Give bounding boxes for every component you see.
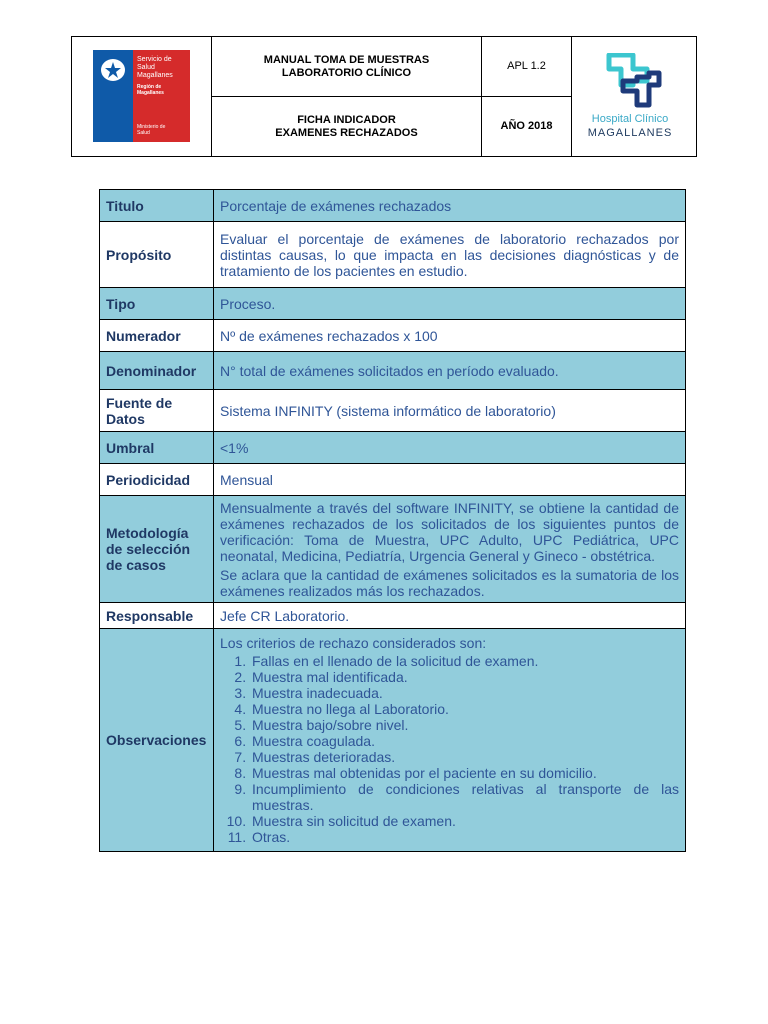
sheet-title xyxy=(212,97,481,156)
logo-text-line: Servicio de xyxy=(137,56,172,63)
row-label: Observaciones xyxy=(100,629,214,852)
table-row xyxy=(100,629,686,852)
hospital-name-line1: Hospital Clínico xyxy=(591,113,669,125)
sheet-title-line1: FICHA INDICADOR xyxy=(297,113,396,126)
row-label: Titulo xyxy=(100,190,214,222)
table-row xyxy=(100,390,686,432)
row-label: Propósito xyxy=(100,222,214,288)
row-label: Tipo xyxy=(100,288,214,320)
table-row xyxy=(100,432,686,464)
table-row xyxy=(100,190,686,222)
servicio-salud-logo xyxy=(93,50,190,142)
row-value: Evaluar el porcentaje de exámenes de laboratorio rechazados por distintas causas, lo que impacta en las decisiones diagnósticas y de tratamiento de los pacientes en estudio. xyxy=(214,222,686,288)
row-label: Numerador xyxy=(100,320,214,352)
methodology-paragraph-2: Se aclara que la cantidad de exámenes solicitados es la sumatoria de los exámenes realizados más los rechazados. xyxy=(220,566,679,599)
row-label: Periodicidad xyxy=(100,464,214,496)
row-label: Metodología de selección de casos xyxy=(100,496,214,603)
list-item: 2. Muestra mal identificada. xyxy=(250,669,679,685)
manual-title xyxy=(212,37,481,96)
list-item: 10. Muestra sin solicitud de examen. xyxy=(250,813,679,829)
row-value xyxy=(214,629,686,852)
ministry-line: Ministerio de xyxy=(137,124,166,130)
table-row xyxy=(100,464,686,496)
list-item: 7. Muestras deterioradas. xyxy=(250,749,679,765)
list-item: 6. Muestra coagulada. xyxy=(250,733,679,749)
list-item: 8. Muestras mal obtenidas por el paciente en su domicilio. xyxy=(250,765,679,781)
list-item: 1. Fallas en el llenado de la solicitud de examen. xyxy=(250,653,679,669)
ministry-line: Salud xyxy=(137,130,150,136)
row-value xyxy=(214,496,686,603)
row-value: <1% xyxy=(214,432,686,464)
table-row xyxy=(100,222,686,288)
document-code: APL 1.2 xyxy=(507,60,546,72)
sheet-title-line2: EXAMENES RECHAZADOS xyxy=(275,126,418,139)
row-value: Mensual xyxy=(214,464,686,496)
table-row xyxy=(100,320,686,352)
table-row xyxy=(100,496,686,603)
row-value: N° total de exámenes solicitados en período evaluado. xyxy=(214,352,686,390)
row-label: Fuente de Datos xyxy=(100,390,214,432)
list-item: 3. Muestra inadecuada. xyxy=(250,685,679,701)
criteria-list xyxy=(220,653,679,845)
row-label: Responsable xyxy=(100,603,214,629)
indicator-table xyxy=(99,189,686,852)
row-label: Denominador xyxy=(100,352,214,390)
row-value: Jefe CR Laboratorio. xyxy=(214,603,686,629)
document-header xyxy=(71,36,697,157)
criteria-intro: Los criterios de rechazo considerados son: xyxy=(220,635,487,651)
logo-sub-line: Región de xyxy=(137,84,162,90)
row-value: Sistema INFINITY (sistema informático de laboratorio) xyxy=(214,390,686,432)
logo-text-line: Salud xyxy=(137,64,155,71)
list-item: 4. Muestra no llega al Laboratorio. xyxy=(250,701,679,717)
hospital-name-line2: MAGALLANES xyxy=(587,127,673,139)
row-value: Proceso. xyxy=(214,288,686,320)
list-item: 5. Muestra bajo/sobre nivel. xyxy=(250,717,679,733)
hospital-logo xyxy=(575,51,695,143)
row-label: Umbral xyxy=(100,432,214,464)
hospital-cross-icon xyxy=(603,53,663,109)
list-item: 11. Otras. xyxy=(250,829,679,845)
table-row xyxy=(100,288,686,320)
methodology-paragraph-1: Mensualmente a través del software INFINITY, se obtiene la cantidad de exámenes rechazados de los solicitados de los siguientes puntos de verificación: Toma de Muestra, UPC Adulto, UPC Pediátrica, UPC neonatal, Medicina, Pediatría, Urgencia General y Gineco - obstétrica. xyxy=(220,499,679,564)
table-row xyxy=(100,352,686,390)
row-value: Nº de exámenes rechazados x 100 xyxy=(214,320,686,352)
manual-title-line1: MANUAL TOMA DE MUESTRAS xyxy=(263,53,430,66)
logo-text-line: Magallanes xyxy=(137,72,173,79)
manual-title-line2: LABORATORIO CLÍNICO xyxy=(281,66,412,79)
list-item: 9. Incumplimiento de condiciones relativas al transporte de las muestras. xyxy=(250,781,679,813)
coat-of-arms-icon xyxy=(97,56,129,84)
table-row xyxy=(100,603,686,629)
document-year: AÑO 2018 xyxy=(500,120,553,132)
row-value: Porcentaje de exámenes rechazados xyxy=(214,190,686,222)
logo-sub-line: Magallanes xyxy=(137,90,164,96)
